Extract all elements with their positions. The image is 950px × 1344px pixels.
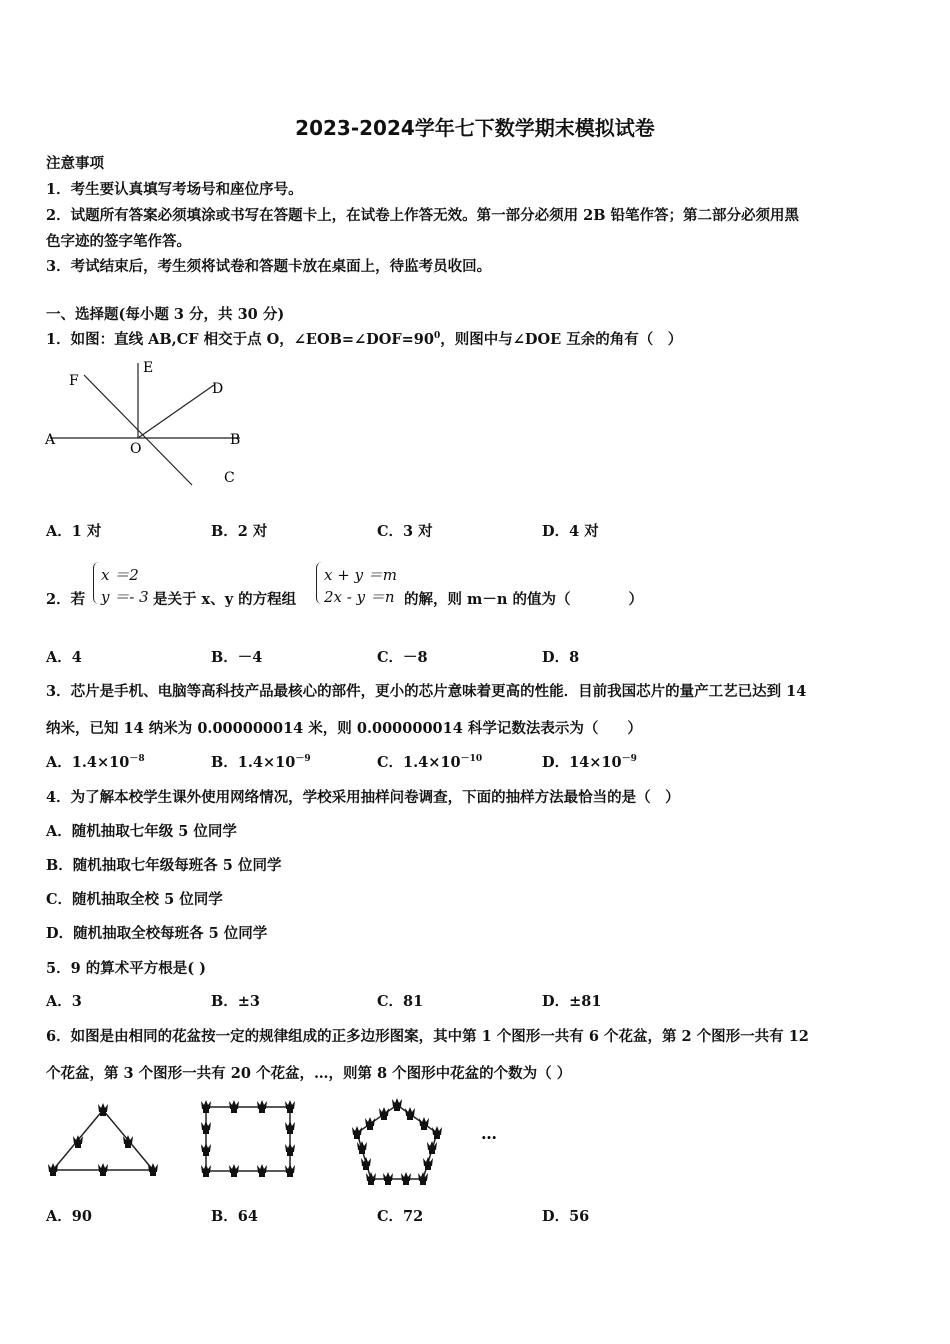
question-4-option-c[interactable]: C．随机抽取全校 5 位同学: [46, 891, 223, 908]
brace: [93, 562, 99, 604]
triangle-pattern: [48, 1103, 158, 1176]
flowerpot-icon: [201, 1164, 211, 1177]
question-1-figure: [42, 355, 252, 495]
notice-line-2: 2．试题所有答案必须填涂或书写在答题卡上，在试卷上作答无效。第一部分必须用 2B 铅笔作答；第二部分必须用黑: [46, 207, 800, 224]
flowerpot-patterns-figure: [40, 1095, 520, 1195]
question-5-stem: 5．9 的算术平方根是( ): [46, 960, 206, 977]
flowerpot-icon: [361, 1157, 371, 1170]
page-title: 2023-2024学年七下数学期末模拟试卷: [295, 116, 655, 140]
option-c[interactable]: C．81: [377, 993, 424, 1010]
ray-od: [138, 385, 214, 438]
option-b[interactable]: B．±3: [211, 993, 260, 1010]
flowerpot-icon: [357, 1141, 367, 1154]
flowerpot-icon: [392, 1098, 402, 1111]
option-a[interactable]: A．3: [46, 993, 82, 1010]
question-6-line-1: 6．如图是由相同的花盆按一定的规律组成的正多边形图案，其中第 1 个图形一共有 6 个花盆，第 2 个图形一共有 12: [46, 1028, 809, 1045]
option-b[interactable]: B．$1.4\times 10^{-9}$: [211, 754, 311, 771]
ellipsis: …: [481, 1124, 497, 1143]
flowerpot-icon: [201, 1121, 211, 1134]
question-2-suffix: 的解，则 m－n 的值为（ ）: [404, 591, 643, 608]
question-4-option-a[interactable]: A．随机抽取七年级 5 位同学: [46, 823, 237, 840]
question-2-solution-system: x ＝2 y ＝- 3: [93, 562, 153, 606]
flowerpot-icon: [423, 1157, 433, 1170]
flowerpot-icon: [419, 1117, 429, 1130]
label-a: A: [45, 432, 56, 448]
option-b[interactable]: B．2 对: [211, 523, 268, 540]
option-d[interactable]: D．8: [542, 649, 580, 666]
option-d[interactable]: D．4 对: [542, 523, 599, 540]
flowerpot-icon: [401, 1172, 411, 1185]
option-a[interactable]: A．$1.4\times 10^{-8}$: [46, 754, 145, 771]
option-b[interactable]: B．－4: [211, 649, 263, 666]
notice-line-4: 3．考试结束后，考生须将试卷和答题卡放在桌面上，待监考员收回。: [46, 258, 492, 275]
option-d[interactable]: D．$14\times 10^{-9}$: [542, 754, 637, 771]
brace: [316, 562, 322, 604]
flowerpot-icon: [352, 1126, 362, 1139]
flowerpot-icon: [201, 1143, 211, 1156]
flowerpot-icon: [285, 1164, 295, 1177]
flowerpot-icon: [366, 1172, 376, 1185]
flowerpot-icon: [285, 1100, 295, 1113]
option-c[interactable]: C．72: [377, 1208, 424, 1225]
question-1-stem: 1．如图：直线 AB,CF 相交于点 O，$\angle EOB=\angle DOF=90^0$，则图中与∠DOE 互余的角有（ ）: [46, 331, 683, 348]
notice-line-3: 色字迹的签字笔作答。: [46, 233, 191, 250]
notice-heading: 注意事项: [46, 155, 104, 172]
flowerpot-icon: [405, 1107, 415, 1120]
flowerpot-icon: [257, 1100, 267, 1113]
option-a[interactable]: A．90: [46, 1208, 92, 1225]
label-d: D: [212, 381, 224, 397]
flowerpot-icon: [418, 1172, 428, 1185]
option-c[interactable]: C．3 对: [377, 523, 433, 540]
flowerpot-icon: [229, 1100, 239, 1113]
question-2-middle: 是关于 x、y 的方程组: [153, 591, 297, 608]
notice-line-1: 1．考生要认真填写考场号和座位序号。: [46, 181, 303, 198]
square-pattern: [201, 1100, 295, 1177]
question-6-line-2: 个花盆，第 3 个图形一共有 20 个花盆，…，则第 8 个图形中花盆的个数为（ ）: [46, 1065, 572, 1082]
question-3-line-1: 3．芯片是手机、电脑等高科技产品最核心的部件，更小的芯片意味着更高的性能．目前我国芯片的量产工艺已达到 14: [46, 683, 807, 700]
label-c: C: [224, 470, 235, 486]
option-c[interactable]: C．－8: [377, 649, 428, 666]
flowerpot-icon: [383, 1172, 393, 1185]
question-4-option-d[interactable]: D．随机抽取全校每班各 5 位同学: [46, 925, 268, 942]
pentagon-pattern: [352, 1098, 442, 1185]
label-b: B: [230, 432, 241, 448]
flowerpot-icon: [257, 1164, 267, 1177]
flowerpot-icon: [229, 1164, 239, 1177]
flowerpot-icon: [285, 1143, 295, 1156]
option-a[interactable]: A．4: [46, 649, 82, 666]
flowerpot-icon: [98, 1163, 108, 1176]
label-o: O: [130, 441, 142, 457]
question-4-stem: 4．为了解本校学生课外使用网络情况，学校采用抽样问卷调查，下面的抽样方法最恰当的是（ ）: [46, 789, 680, 806]
option-c[interactable]: C．$1.4\times 10^{-10}$: [377, 754, 483, 771]
flowerpot-icon: [201, 1100, 211, 1113]
label-f: F: [69, 373, 79, 389]
option-d[interactable]: D．±81: [542, 993, 602, 1010]
flowerpot-icon: [432, 1126, 442, 1139]
question-4-option-b[interactable]: B．随机抽取七年级每班各 5 位同学: [46, 857, 282, 874]
question-3-line-2: 纳米，已知 14 纳米为 0.000000014 米，则 0.000000014 科学记数法表示为（ ）: [46, 720, 642, 737]
flowerpot-icon: [285, 1121, 295, 1134]
option-b[interactable]: B．64: [211, 1208, 258, 1225]
flowerpot-icon: [427, 1141, 437, 1154]
flowerpot-icon: [379, 1107, 389, 1120]
label-e: E: [143, 360, 154, 376]
question-2-equation-system: x + y ＝m 2x - y ＝n: [316, 562, 406, 606]
section-heading: 一、选择题(每小题 3 分，共 30 分): [46, 306, 285, 323]
option-d[interactable]: D．56: [542, 1208, 590, 1225]
flowerpot-icon: [365, 1117, 375, 1130]
option-a[interactable]: A．1 对: [46, 523, 102, 540]
question-2-prefix: 2．若: [46, 591, 86, 608]
